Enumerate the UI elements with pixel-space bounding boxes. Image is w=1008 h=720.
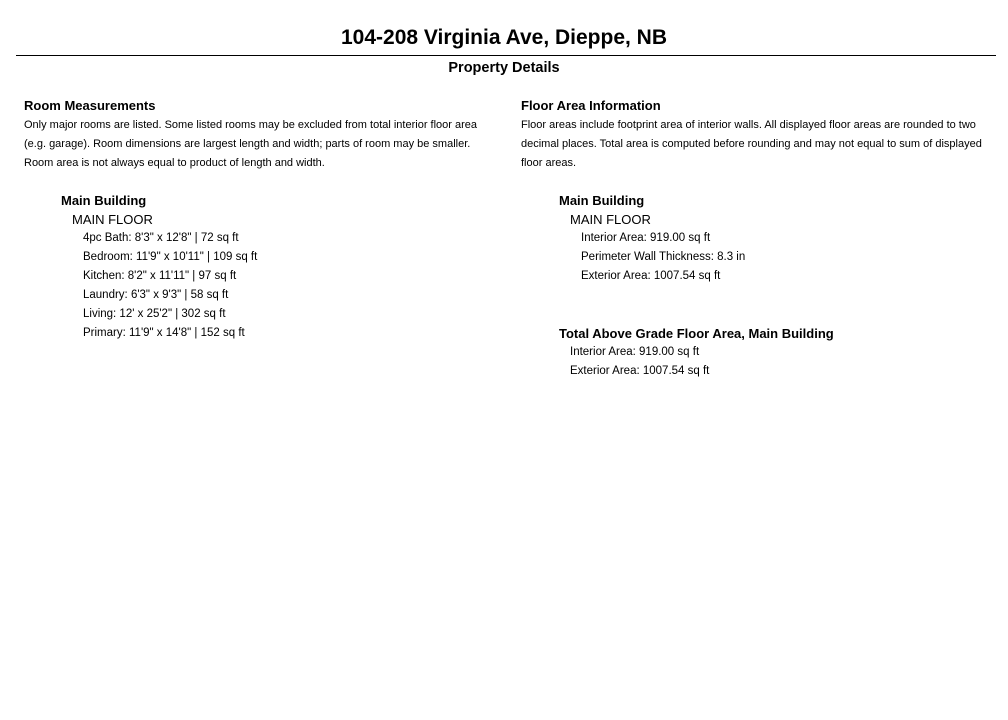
room-item-living: Living: 12' x 25'2" | 302 sq ft: [83, 308, 226, 320]
floor-area-heading: Floor Area Information: [521, 98, 661, 113]
room-item-laundry: Laundry: 6'3" x 9'3" | 58 sq ft: [83, 289, 229, 301]
total-exterior-area: Exterior Area: 1007.54 sq ft: [570, 365, 710, 377]
room-item-bedroom: Bedroom: 11'9" x 10'11" | 109 sq ft: [83, 251, 258, 263]
room-measurements-note: Only major rooms are listed. Some listed rooms may be excluded from total interior floor area (e.g. garage). Room dimensions are largest length and width; parts of room may be smaller. Room area is not always equal to product of length and width.: [24, 119, 478, 169]
page-title: 104-208 Virginia Ave, Dieppe, NB: [340, 26, 668, 49]
title-divider: [16, 55, 996, 56]
floor-area-floor-label: MAIN FLOOR: [570, 212, 651, 227]
floor-area-list: [559, 191, 989, 286]
room-item-bath: 4pc Bath: 8'3" x 12'8" | 72 sq ft: [83, 232, 239, 244]
total-interior-area: Interior Area: 919.00 sq ft: [570, 346, 700, 358]
room-measurements-section: [24, 98, 499, 173]
floor-area-building-label: Main Building: [559, 193, 645, 208]
floor-area-wall-thickness: Perimeter Wall Thickness: 8.3 in: [581, 251, 746, 263]
page-subtitle: Property Details: [448, 60, 560, 76]
room-item-kitchen: Kitchen: 8'2" x 11'11" | 97 sq ft: [83, 270, 237, 282]
total-floor-area: [559, 324, 999, 381]
floor-area-note: Floor areas include footprint area of interior walls. All displayed floor areas are rounded to two decimal places. Total area is computed before rounding and may not equal to sum of displayed floor areas.: [521, 119, 982, 169]
room-list: [61, 191, 491, 343]
floor-area-interior: Interior Area: 919.00 sq ft: [581, 232, 711, 244]
room-measurements-heading: Room Measurements: [24, 98, 156, 113]
room-building-label: Main Building: [61, 193, 147, 208]
room-floor-label: MAIN FLOOR: [72, 212, 153, 227]
floor-area-exterior: Exterior Area: 1007.54 sq ft: [581, 270, 721, 282]
total-floor-area-heading: Total Above Grade Floor Area, Main Building: [559, 326, 834, 341]
floor-area-section: [521, 98, 1001, 173]
room-item-primary: Primary: 11'9" x 14'8" | 152 sq ft: [83, 327, 245, 339]
